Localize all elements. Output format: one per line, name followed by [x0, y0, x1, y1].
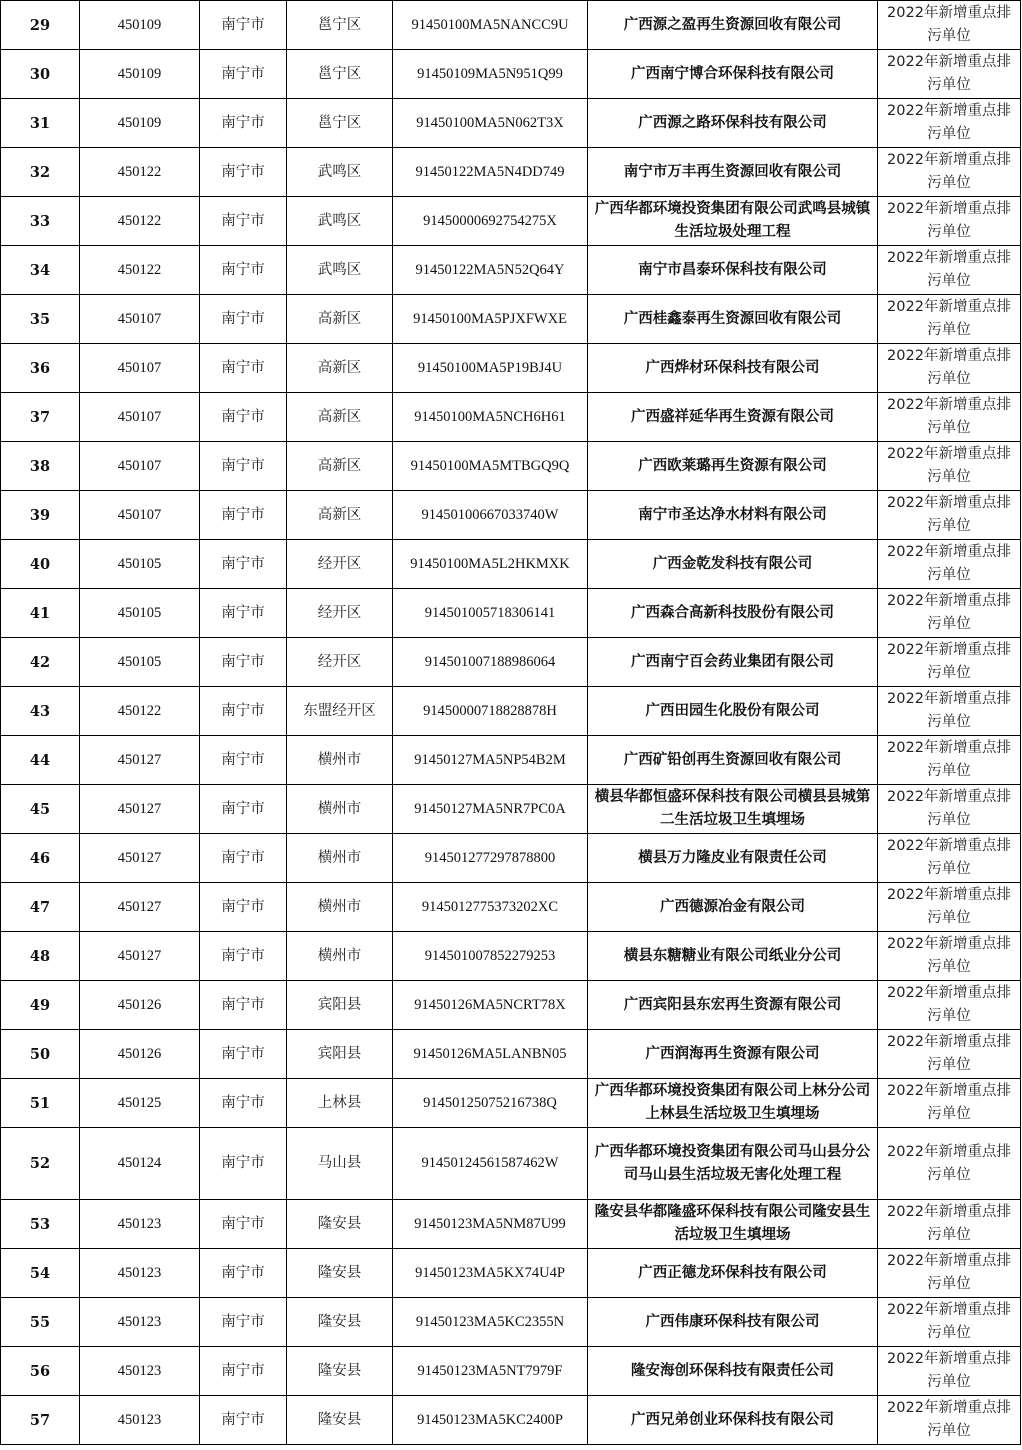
city-name: 南宁市: [200, 1030, 287, 1079]
credit-code: 91450100MA5NANCC9U: [393, 1, 588, 50]
city-name: 南宁市: [200, 736, 287, 785]
unit-type: 2022年新增重点排污单位: [878, 981, 1021, 1030]
admin-code: 450123: [80, 1249, 200, 1298]
unit-type: 2022年新增重点排污单位: [878, 393, 1021, 442]
row-number: 35: [1, 295, 80, 344]
table-row: [1, 1347, 1021, 1396]
city-name: 南宁市: [200, 540, 287, 589]
company-name: 广西田园生化股份有限公司: [588, 687, 878, 736]
unit-type: 2022年新增重点排污单位: [878, 1249, 1021, 1298]
company-name: 广西宾阳县东宏再生资源有限公司: [588, 981, 878, 1030]
district-name: 武鸣区: [287, 148, 393, 197]
admin-code: 450122: [80, 148, 200, 197]
admin-code: 450105: [80, 540, 200, 589]
row-number: 47: [1, 883, 80, 932]
table-row: [1, 687, 1021, 736]
company-name: 横县东糖糖业有限公司纸业分公司: [588, 932, 878, 981]
district-name: 高新区: [287, 491, 393, 540]
row-number: 34: [1, 246, 80, 295]
table-row: [1, 1030, 1021, 1079]
credit-code: 91450124561587462W: [393, 1128, 588, 1200]
city-name: 南宁市: [200, 344, 287, 393]
table-row: [1, 1396, 1021, 1445]
credit-code: 91450109MA5N951Q99: [393, 50, 588, 99]
company-name: 广西华都环境投资集团有限公司马山县分公司马山县生活垃圾无害化处理工程: [588, 1128, 878, 1200]
district-name: 邕宁区: [287, 1, 393, 50]
city-name: 南宁市: [200, 834, 287, 883]
company-name: 广西矿铅创再生资源回收有限公司: [588, 736, 878, 785]
credit-code: 914500006927542​75X: [393, 197, 588, 246]
row-number: 30: [1, 50, 80, 99]
row-number: 49: [1, 981, 80, 1030]
credit-code: 914501005718306141: [393, 589, 588, 638]
city-name: 南宁市: [200, 491, 287, 540]
admin-code: 450127: [80, 736, 200, 785]
company-name: 南宁市圣达净水材料有限公司: [588, 491, 878, 540]
admin-code: 450122: [80, 197, 200, 246]
district-name: 隆安县: [287, 1298, 393, 1347]
district-name: 隆安县: [287, 1200, 393, 1249]
credit-code: 91450000718828878H: [393, 687, 588, 736]
row-number: 38: [1, 442, 80, 491]
city-name: 南宁市: [200, 1249, 287, 1298]
row-number: 54: [1, 1249, 80, 1298]
unit-type: 2022年新增重点排污单位: [878, 99, 1021, 148]
district-name: 邕宁区: [287, 99, 393, 148]
company-name: 广西烨材环保科技有限公司: [588, 344, 878, 393]
table-row: [1, 540, 1021, 589]
table-row: [1, 589, 1021, 638]
admin-code: 450127: [80, 883, 200, 932]
admin-code: 450123: [80, 1200, 200, 1249]
company-name: 广西正德龙环保科技有限公司: [588, 1249, 878, 1298]
row-number: 52: [1, 1128, 80, 1200]
company-name: 隆安县华都隆盛环保科技有限公司隆安县生活垃圾卫生填埋场: [588, 1200, 878, 1249]
unit-type: 2022年新增重点排污单位: [878, 1347, 1021, 1396]
district-name: 隆安县: [287, 1347, 393, 1396]
city-name: 南宁市: [200, 981, 287, 1030]
district-name: 经开区: [287, 540, 393, 589]
credit-code: 91450123MA5KC2400P: [393, 1396, 588, 1445]
credit-code: 91450122MA5N4DD749: [393, 148, 588, 197]
credit-code: 91450125075216738Q: [393, 1079, 588, 1128]
row-number: 40: [1, 540, 80, 589]
admin-code: 450107: [80, 344, 200, 393]
unit-type: 2022年新增重点排污单位: [878, 246, 1021, 295]
row-number: 51: [1, 1079, 80, 1128]
credit-code: 91450126MA5NCRT78X: [393, 981, 588, 1030]
admin-code: 450123: [80, 1396, 200, 1445]
unit-type: 2022年新增重点排污单位: [878, 491, 1021, 540]
credit-code: 91450123MA5KX74U4P: [393, 1249, 588, 1298]
credit-code: 91450100MA5L2HKMXK: [393, 540, 588, 589]
company-name: 广西桂鑫泰再生资源回收有限公司: [588, 295, 878, 344]
row-number: 42: [1, 638, 80, 687]
admin-code: 450107: [80, 393, 200, 442]
row-number: 32: [1, 148, 80, 197]
table-row: [1, 148, 1021, 197]
table-row: [1, 1298, 1021, 1347]
city-name: 南宁市: [200, 785, 287, 834]
city-name: 南宁市: [200, 1, 287, 50]
unit-type: 2022年新增重点排污单位: [878, 1030, 1021, 1079]
district-name: 宾阳县: [287, 981, 393, 1030]
table-row: [1, 99, 1021, 148]
company-name: 南宁市昌泰环保科技有限公司: [588, 246, 878, 295]
unit-type: 2022年新增重点排污单位: [878, 1, 1021, 50]
admin-code: 450126: [80, 1030, 200, 1079]
admin-code: 450109: [80, 1, 200, 50]
table-row: [1, 246, 1021, 295]
credit-code: 91450122MA5N52Q64Y: [393, 246, 588, 295]
table-row: [1, 295, 1021, 344]
company-name: 广西南宁百会药业集团有限公司: [588, 638, 878, 687]
table-row: [1, 50, 1021, 99]
unit-type: 2022年新增重点排污单位: [878, 540, 1021, 589]
district-name: 邕宁区: [287, 50, 393, 99]
credit-code: 91450100MA5NCH6H61: [393, 393, 588, 442]
row-number: 33: [1, 197, 80, 246]
credit-code: 914501007852279253: [393, 932, 588, 981]
table-row: [1, 1200, 1021, 1249]
table-row: [1, 442, 1021, 491]
admin-code: 450127: [80, 932, 200, 981]
row-number: 46: [1, 834, 80, 883]
district-name: 隆安县: [287, 1249, 393, 1298]
company-name: 广西森合高新科技股份有限公司: [588, 589, 878, 638]
table-row: [1, 1079, 1021, 1128]
city-name: 南宁市: [200, 442, 287, 491]
company-name: 横县华都恒盛环保科技有限公司横县县城第二生活垃圾卫生填埋场: [588, 785, 878, 834]
unit-type: 2022年新增重点排污单位: [878, 932, 1021, 981]
credit-code: 91450100MA5PJXFWXE: [393, 295, 588, 344]
table-row: [1, 491, 1021, 540]
company-name: 隆安海创环保科技有限责任公司: [588, 1347, 878, 1396]
admin-code: 450125: [80, 1079, 200, 1128]
table-row: [1, 1249, 1021, 1298]
company-name: 广西伟康环保科技有限公司: [588, 1298, 878, 1347]
unit-type: 2022年新增重点排污单位: [878, 785, 1021, 834]
district-name: 横州市: [287, 932, 393, 981]
admin-code: 450127: [80, 785, 200, 834]
table-row: [1, 1, 1021, 50]
unit-type: 2022年新增重点排污单位: [878, 1298, 1021, 1347]
city-name: 南宁市: [200, 1079, 287, 1128]
city-name: 南宁市: [200, 589, 287, 638]
admin-code: 450123: [80, 1298, 200, 1347]
city-name: 南宁市: [200, 50, 287, 99]
city-name: 南宁市: [200, 1200, 287, 1249]
table-row: [1, 785, 1021, 834]
credit-code: 91450127MA5NP54B2M: [393, 736, 588, 785]
company-name: 广西润海再生资源有限公司: [588, 1030, 878, 1079]
unit-type: 2022年新增重点排污单位: [878, 1200, 1021, 1249]
admin-code: 450109: [80, 99, 200, 148]
row-number: 31: [1, 99, 80, 148]
unit-type: 2022年新增重点排污单位: [878, 295, 1021, 344]
district-name: 高新区: [287, 344, 393, 393]
district-name: 宾阳县: [287, 1030, 393, 1079]
company-name: 广西华都环境投资集团有限公司武鸣县城镇生活垃圾处理工程: [588, 197, 878, 246]
district-name: 高新区: [287, 442, 393, 491]
table-row: [1, 638, 1021, 687]
table-row: [1, 197, 1021, 246]
company-name: 广西德源冶金有限公司: [588, 883, 878, 932]
city-name: 南宁市: [200, 148, 287, 197]
row-number: 39: [1, 491, 80, 540]
row-number: 41: [1, 589, 80, 638]
row-number: 57: [1, 1396, 80, 1445]
credit-code: 91450100MA5N062T3X: [393, 99, 588, 148]
credit-code: 914501277537320​2XC: [393, 883, 588, 932]
unit-type: 2022年新增重点排污单位: [878, 883, 1021, 932]
unit-type: 2022年新增重点排污单位: [878, 197, 1021, 246]
company-name: 广西源之路环保科技有限公司: [588, 99, 878, 148]
district-name: 武鸣区: [287, 197, 393, 246]
admin-code: 450122: [80, 687, 200, 736]
district-name: 横州市: [287, 834, 393, 883]
city-name: 南宁市: [200, 932, 287, 981]
unit-type: 2022年新增重点排污单位: [878, 687, 1021, 736]
admin-code: 450127: [80, 834, 200, 883]
district-name: 武鸣区: [287, 246, 393, 295]
row-number: 56: [1, 1347, 80, 1396]
unit-type: 2022年新增重点排污单位: [878, 1128, 1021, 1200]
company-name: 广西盛祥延华再生资源有限公司: [588, 393, 878, 442]
company-name: 广西兄弟创业环保科技有限公司: [588, 1396, 878, 1445]
table-row: [1, 883, 1021, 932]
admin-code: 450105: [80, 589, 200, 638]
admin-code: 450122: [80, 246, 200, 295]
city-name: 南宁市: [200, 883, 287, 932]
table-row: [1, 981, 1021, 1030]
credit-code: 914501277297878800: [393, 834, 588, 883]
row-number: 53: [1, 1200, 80, 1249]
unit-type: 2022年新增重点排污单位: [878, 1396, 1021, 1445]
company-name: 广西欧莱璐再生资源有限公司: [588, 442, 878, 491]
row-number: 29: [1, 1, 80, 50]
city-name: 南宁市: [200, 1298, 287, 1347]
row-number: 43: [1, 687, 80, 736]
credit-code: 91450123MA5NM87U99: [393, 1200, 588, 1249]
district-name: 横州市: [287, 785, 393, 834]
company-name: 广西金乾发科技有限公司: [588, 540, 878, 589]
table-row: [1, 932, 1021, 981]
unit-type: 2022年新增重点排污单位: [878, 638, 1021, 687]
district-name: 经开区: [287, 638, 393, 687]
table-body: [1, 1, 1021, 1445]
district-name: 经开区: [287, 589, 393, 638]
city-name: 南宁市: [200, 246, 287, 295]
company-name: 广西华都环境投资集团有限公司上林分公司上林县生活垃圾卫生填埋场: [588, 1079, 878, 1128]
city-name: 南宁市: [200, 1347, 287, 1396]
admin-code: 450123: [80, 1347, 200, 1396]
credit-code: 91450100667033740W: [393, 491, 588, 540]
company-name: 横县万力隆皮业有限责任公司: [588, 834, 878, 883]
district-name: 横州市: [287, 736, 393, 785]
company-name: 广西源之盈再生资源回收有限公司: [588, 1, 878, 50]
unit-type: 2022年新增重点排污单位: [878, 148, 1021, 197]
city-name: 南宁市: [200, 197, 287, 246]
district-name: 高新区: [287, 393, 393, 442]
unit-type: 2022年新增重点排污单位: [878, 50, 1021, 99]
row-number: 50: [1, 1030, 80, 1079]
unit-type: 2022年新增重点排污单位: [878, 736, 1021, 785]
table-row: [1, 834, 1021, 883]
city-name: 南宁市: [200, 687, 287, 736]
credit-code: 91450127MA5NR7PC0A: [393, 785, 588, 834]
company-name: 广西南宁博合环保科技有限公司: [588, 50, 878, 99]
city-name: 南宁市: [200, 638, 287, 687]
admin-code: 450107: [80, 442, 200, 491]
city-name: 南宁市: [200, 1128, 287, 1200]
admin-code: 450124: [80, 1128, 200, 1200]
city-name: 南宁市: [200, 1396, 287, 1445]
credit-code: 91450100MA5MTBGQ9Q: [393, 442, 588, 491]
row-number: 48: [1, 932, 80, 981]
city-name: 南宁市: [200, 295, 287, 344]
unit-type: 2022年新增重点排污单位: [878, 834, 1021, 883]
district-name: 东盟经开区: [287, 687, 393, 736]
admin-code: 450107: [80, 295, 200, 344]
table-row: [1, 393, 1021, 442]
unit-type: 2022年新增重点排污单位: [878, 344, 1021, 393]
credit-code: 91450123MA5KC2355N: [393, 1298, 588, 1347]
row-number: 45: [1, 785, 80, 834]
district-name: 马山县: [287, 1128, 393, 1200]
row-number: 37: [1, 393, 80, 442]
table-row: [1, 1128, 1021, 1200]
row-number: 55: [1, 1298, 80, 1347]
district-name: 高新区: [287, 295, 393, 344]
unit-type: 2022年新增重点排污单位: [878, 589, 1021, 638]
district-name: 上林县: [287, 1079, 393, 1128]
row-number: 36: [1, 344, 80, 393]
city-name: 南宁市: [200, 393, 287, 442]
row-number: 44: [1, 736, 80, 785]
admin-code: 450105: [80, 638, 200, 687]
admin-code: 450107: [80, 491, 200, 540]
table-row: [1, 736, 1021, 785]
credit-code: 91450123MA5NT7979F: [393, 1347, 588, 1396]
district-name: 隆安县: [287, 1396, 393, 1445]
admin-code: 450126: [80, 981, 200, 1030]
credit-code: 914501007188986064: [393, 638, 588, 687]
table-row: [1, 344, 1021, 393]
unit-type: 2022年新增重点排污单位: [878, 442, 1021, 491]
unit-type: 2022年新增重点排污单位: [878, 1079, 1021, 1128]
credit-code: 91450126MA5LANBN05: [393, 1030, 588, 1079]
city-name: 南宁市: [200, 99, 287, 148]
credit-code: 91450100MA5P19BJ4U: [393, 344, 588, 393]
admin-code: 450109: [80, 50, 200, 99]
company-name: 南宁市万丰再生资源回收有限公司: [588, 148, 878, 197]
district-name: 横州市: [287, 883, 393, 932]
